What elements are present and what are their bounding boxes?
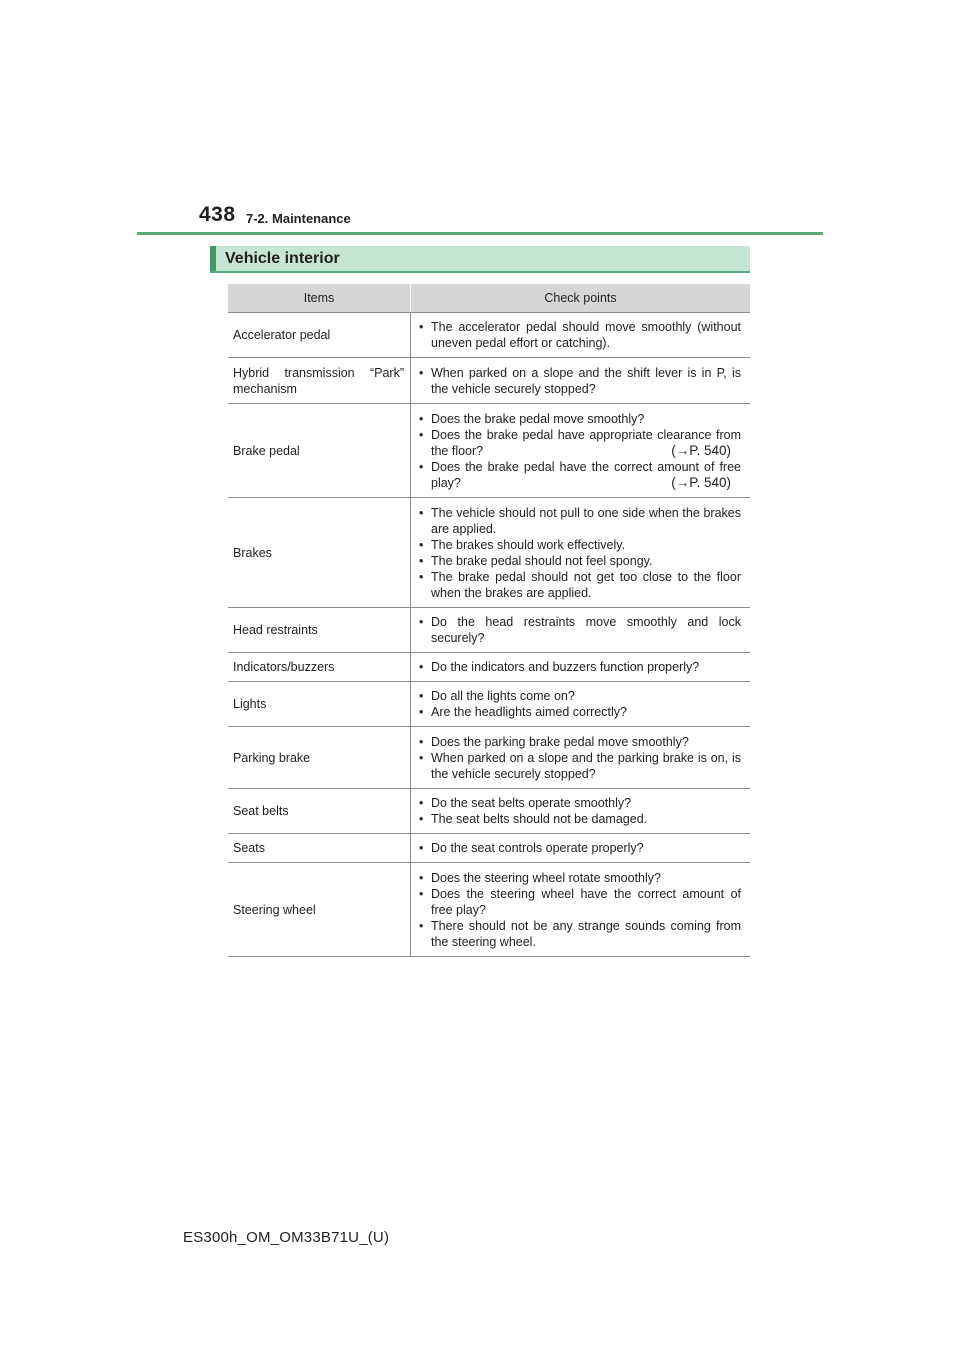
table-row (228, 404, 750, 498)
column-header-check-points: Check points (411, 284, 751, 313)
item-cell: Brakes (228, 498, 411, 608)
check-point-text: Do all the lights come on? (431, 689, 575, 703)
check-point-text: Does the brake pedal move smoothly? (431, 411, 645, 426)
check-point-text: The vehicle should not pull to one side when the brakes are applied. (431, 505, 741, 536)
table-row (228, 358, 750, 404)
check-point-text: The brakes should work effectively. (431, 537, 626, 552)
table-row (228, 789, 750, 834)
document-code-footer: ES300h_OM_OM33B71U_(U) (183, 1229, 390, 1246)
check-point-text: The accelerator pedal should move smoothly (without uneven pedal effort or catching). (431, 320, 741, 350)
check-point-item (417, 411, 741, 427)
check-point-item (417, 688, 741, 704)
item-cell: Seats (228, 834, 411, 863)
check-points-cell (411, 358, 751, 404)
section-heading-accent (210, 246, 216, 271)
check-point-item (417, 569, 741, 601)
table-row (228, 608, 750, 653)
check-point-item (417, 840, 741, 856)
check-point-text: There should not be any strange sounds coming from the steering wheel. (431, 918, 741, 949)
check-point-text: Are the headlights aimed correctly? (431, 705, 627, 719)
check-point-item (417, 659, 741, 675)
check-points-cell (411, 863, 751, 957)
check-points-cell (411, 608, 751, 653)
check-points-cell (411, 313, 751, 358)
item-cell: Hybrid transmission “Park” mechanism (228, 358, 411, 404)
table-body (228, 313, 750, 957)
check-point-text: Does the brake pedal have appropriate clearance from the floor? (431, 427, 741, 458)
check-point-text: Does the parking brake pedal move smoothly? (431, 734, 689, 749)
table-row (228, 863, 750, 957)
check-point-item (417, 365, 741, 397)
check-point-text: Do the indicators and buzzers function properly? (431, 660, 700, 674)
page-reference: (→P. 540) (671, 474, 731, 490)
check-points-cell (411, 789, 751, 834)
check-point-text: Do the seat controls operate properly? (431, 841, 644, 855)
check-point-text: Does the steering wheel have the correct amount of free play? (431, 886, 741, 917)
item-cell: Lights (228, 682, 411, 727)
item-cell: Accelerator pedal (228, 313, 411, 358)
table-row (228, 498, 750, 608)
page-number: 438 (199, 203, 236, 226)
check-point-text: When parked on a slope and the parking brake is on, is the vehicle securely stopped? (431, 750, 741, 781)
item-cell: Brake pedal (228, 404, 411, 498)
check-points-cell (411, 498, 751, 608)
check-points-cell (411, 653, 751, 682)
check-point-item (417, 614, 741, 646)
table-row (228, 834, 750, 863)
check-point-text: The brake pedal should not get too close to the floor when the brakes are applied. (431, 569, 741, 600)
check-point-text: Does the brake pedal have the correct amount of free play? (431, 459, 741, 490)
item-cell: Steering wheel (228, 863, 411, 957)
check-point-item (417, 870, 741, 886)
check-point-item (417, 734, 741, 750)
item-cell: Seat belts (228, 789, 411, 834)
item-cell: Parking brake (228, 727, 411, 789)
item-cell: Indicators/buzzers (228, 653, 411, 682)
table-header-row (228, 284, 750, 313)
check-points-cell (411, 834, 751, 863)
check-points-cell (411, 727, 751, 789)
check-point-text: Do the head restraints move smoothly and lock securely? (431, 615, 741, 645)
check-points-cell (411, 682, 751, 727)
column-header-items: Items (228, 284, 411, 313)
inspection-table (228, 284, 750, 957)
check-point-item (417, 537, 741, 553)
page-reference: (→P. 540) (671, 442, 731, 458)
check-point-item (417, 459, 741, 491)
check-point-text: When parked on a slope and the shift lever is in P, is the vehicle securely stopped? (431, 365, 741, 396)
section-title: Vehicle interior (225, 250, 340, 267)
check-point-item (417, 811, 741, 827)
table-row (228, 653, 750, 682)
table-row (228, 682, 750, 727)
check-point-item (417, 750, 741, 782)
check-point-item (417, 704, 741, 720)
check-point-item (417, 553, 741, 569)
check-point-item (417, 427, 741, 459)
section-heading-bar (210, 246, 750, 273)
chapter-section-label: 7-2. Maintenance (246, 211, 351, 226)
table-row (228, 727, 750, 789)
check-point-text: Does the steering wheel rotate smoothly? (431, 870, 661, 885)
header-divider (137, 232, 823, 235)
check-point-item (417, 795, 741, 811)
check-point-item (417, 918, 741, 950)
table-row (228, 313, 750, 358)
check-point-item (417, 886, 741, 918)
check-point-text: The brake pedal should not feel spongy. (431, 553, 653, 568)
check-points-cell (411, 404, 751, 498)
check-point-text: The seat belts should not be damaged. (431, 812, 648, 826)
check-point-text: Do the seat belts operate smoothly? (431, 796, 632, 810)
check-point-item (417, 505, 741, 537)
item-cell: Head restraints (228, 608, 411, 653)
check-point-item (417, 319, 741, 351)
